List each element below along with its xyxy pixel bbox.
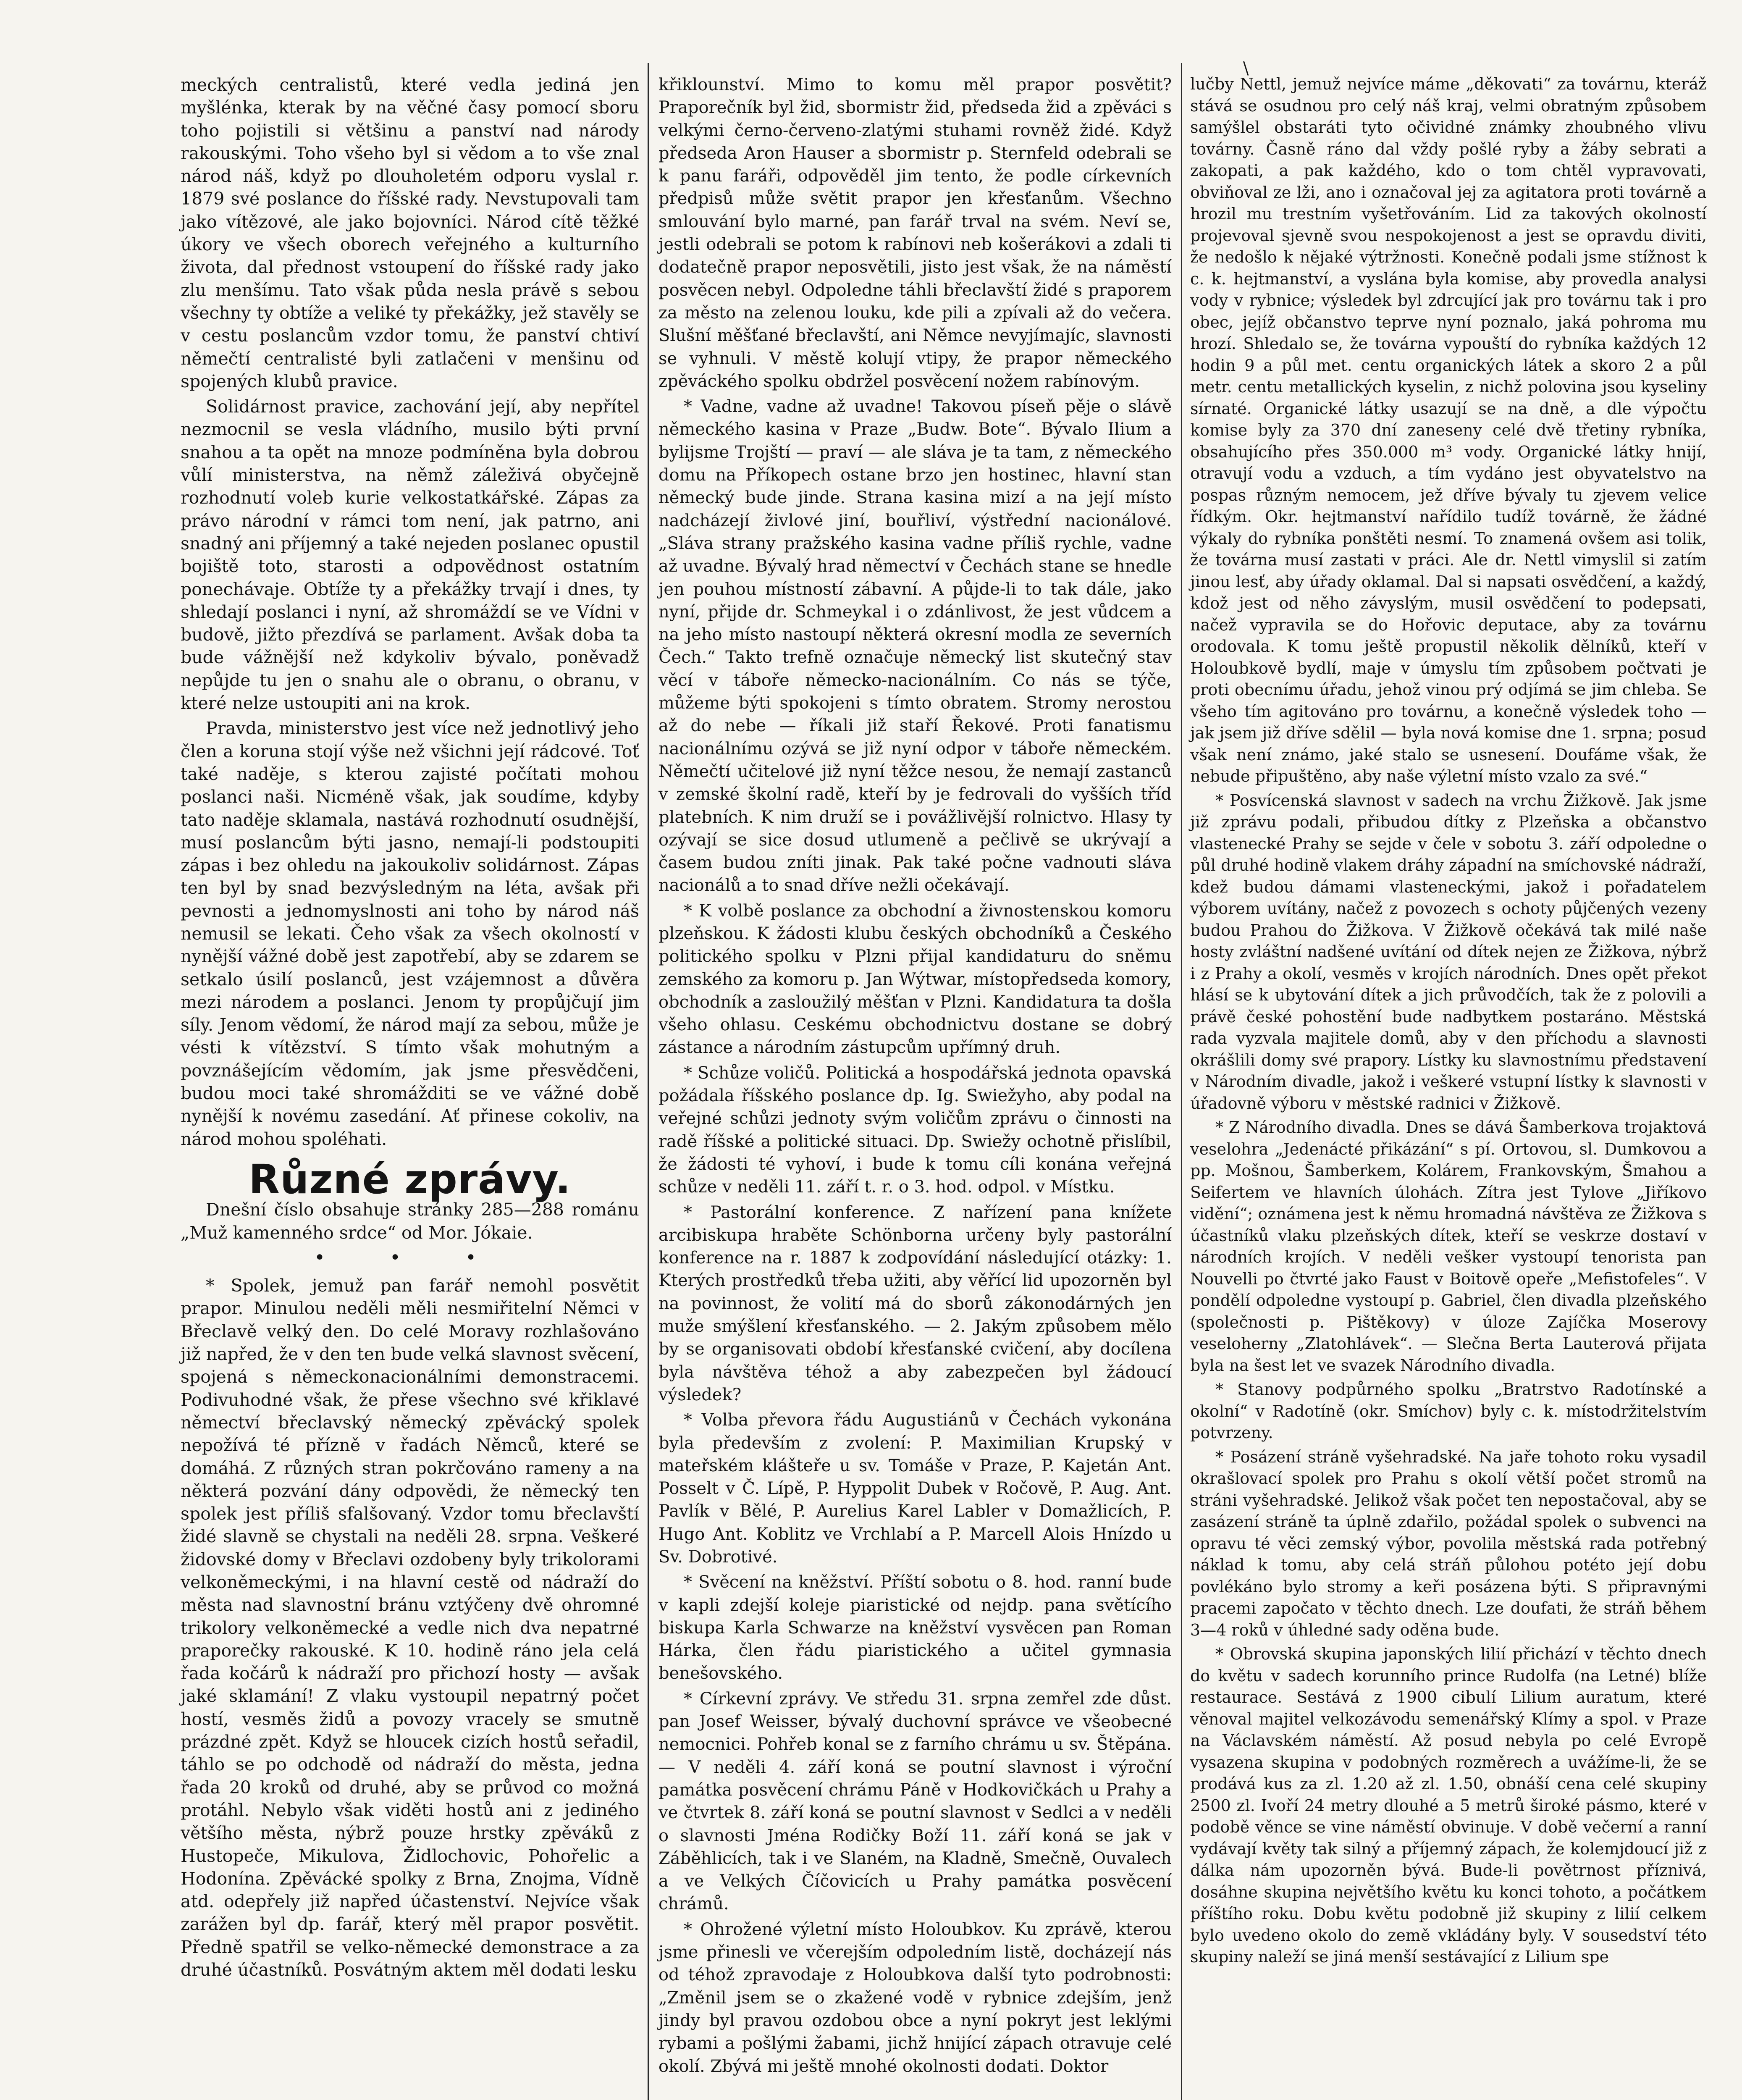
margin-mark: \: [1243, 59, 1249, 78]
news-item: * Svěcení na kněžství. Příští sobotu o 8. hod. ranní bude v kapli zdejší koleje piaristické od nejdp. pana světícího biskupa Karla Schwarze na kněžství vysvěcen pan Roman Hárka, člen řádu piaristického a učitel gymnasia benešovského.: [658, 1572, 1172, 1683]
news-item: * Obrovská skupina japonských lilií přichází v těchto dnech do květu v sadech korunního prince Rudolfa (na Letné) blíže restaurace. Sestává z 1900 cibulí Lilium auratum, které věnoval majitel velkozávodu semenářský Klímy a spol. v Praze na Václavském náměstí. Až posud nebyla po celé Evropě vysazena skupina v podobných rozměrech a uvážíme-li, že se prodává kus za zl. 1.20 až zl. 1.50, obnáší cena celé skupiny 2500 zl. Ivoří 24 metry dlouhé a 5 metrů široké pásmo, které v podobě věnce se vine náměstí obvinuje. V době večerní a ranní vydávají květy tak silný a příjemný zápach, že kolemjdoucí již z dálka nám upozorněn bývá. Bude-li povětrnost příznivá, dosáhne skupina největšího květu ku konci tohoto, a počátkem příštího roku. Dobu květu podobně již skupiny z lilií celkem bylo uvedeno okolo do země vkládány byly. V sousedství této skupiny naleží se jiná menší sestávající z Lilium spe: [1190, 1645, 1707, 1966]
news-item: * Volba převora řádu Augustiánů v Čechách vykonána byla především z zvolení: P. Maximilian Krupský v mateřském klášteře u sv. Tomáše v Praze, P. Kajetán Ant. Posselt v Č. Lípě, P. Hyppolit Dubek v Ročově, P. Aug. Ant. Pavlík v Bělé, P. Aurelius Karel Labler v Domažlicích, P. Hugo Ant. Koblitz ve Vrchlabí a P. Marcell Alois Hnízdo u Sv. Dobrotivé.: [658, 1410, 1172, 1567]
news-item: * Stanovy podpůrného spolku „Bratrstvo Radotínské a okolní“ v Radotíně (okr. Smíchov) byly c. k. místodržitelstvím potvrzeny.: [1190, 1380, 1707, 1442]
news-item: * Z Národního divadla. Dnes se dává Šamberkova trojaktová veselohra „Jedenácté přikázání“ s pí. Ortovou, sl. Dumkovou a pp. Mošnou, Šamberkem, Kolárem, Frankovským, Šmahou a Seifertem ve hlavních úlohách. Zítra jest Tylove „Jiříkovo vidění“; oznámena jest k němu hromadná návštěva ze Žižkova s účastníků vlaku plzeňských dítek, kteří se veskrze dostaví v národních krojích. V neděli vešker vystoupí tenorista pan Nouvelli po čtvrté jako Faust v Boitově opeře „Mefistofeles“. V pondělí odpoledne vystoupí p. Gabriel, člen divadla plzeňského (společnosti p. Pištěkovy) v úloze Zajíčka Moserovy veseloherny „Zlatohlávek“. — Slečna Berta Lauterová přijata byla na šest let ve svazek Národního divadla.: [1190, 1118, 1707, 1375]
article-paragraph: meckých centralistů, které vedla jediná jen myšlénka, kterak by na věčné časy pomocí sboru toho pojistili si většinu a panství nad národy rakouskými. Toho všeho byl si vědom a to vše znal národ náš, když po dlouholetém odporu vyslal r. 1879 své poslance do říšské rady. Nevstupovali tam jako vítězové, ale jako bojovníci. Národ cítě těžké úkory ve všech oborech veřejného a kulturního života, dal přednost vstoupení do říšské rady jako zlu menšímu. Tato však půda nesla právě s sebou všechny ty obtíže a veliké ty překážky, jež stavěly se v cestu poslancům vzdor tomu, že panství chtiví němečtí centralisté byli zatlačeni v menšinu od spojených klubů pravice.: [181, 75, 639, 391]
column-rule-left: [648, 63, 649, 2100]
news-item: křiklounství. Mimo to komu měl prapor posvětit? Praporečník byl žid, sbormistr žid, předseda žid a zpěváci s velkými černo-červeno-zlatými stuhami rovněž židé. Když předseda Aron Hauser a sbormistr p. Sternfeld odebrali se k panu faráři, odpověděl jim tento, že podle církevních předpisů může světit prapor jen křesťanům. Všechno smlouvání bylo marné, pan farář trval na svém. Neví se, jestli odebrali se potom k rabínovi neb košerákovi a zdali ti dodatečně prapor neposvětili, jisto jest však, že na náměstí posvěcen nebyl. Odpoledne táhli břeclavští židé s praporem za město na zelenou louku, kde pili a zpívali až do večera. Slušní měšťané břeclavští, ani Němce nevyjímajíc, slavnosti se vyhnuli. V městě kolují vtipy, že prapor německého zpěváckého spolku obdržel posvěcení nožem rabínovým.: [658, 75, 1172, 391]
notice-paragraph: Dnešní číslo obsahuje stránky 285—288 románu „Muž kamenného srdce“ od Mor. Jókaie.: [181, 1200, 639, 1243]
column-left: [181, 74, 639, 1984]
article-paragraph: Solidárnost pravice, zachování její, aby nepřítel nezmocnil se vesla vládního, musilo býti první snahou a ta opět na mnoze podmíněna byla dobrou vůlí ministerstva, na němž záleživá obyčejně rozhodnutí voleb kurie velkostatkářské. Zápas za právo národní v rámci tom není, jak patrno, ani snadný ani příjemný a také nejeden poslanec opustil bojiště toto, starosti a odpovědnost ostatním ponechávaje. Obtíže ty a překážky trvají i dnes, ty shledají poslanci i nyní, až shromáždí se ve Vídni v budově, jižto přezdívá se parlament. Avšak doba ta bude vážnější než kdykoliv bývalo, poněvadž nepůjde tu jen o snahu ale o obranu, o obranu, v které nelze ustoupiti ani na krok.: [181, 396, 639, 714]
news-item: * Posázení stráně vyšehradské. Na jaře tohoto roku vysadil okrašlovací spolek pro Prahu s okolí větší počet stromů na stráni vyšehradské. Jelikož však počet ten nepostačoval, aby se zasázení stráně ta úplně zdařilo, požádal spolek o subvenci na opravu té věci zemský výbor, povolila městská rada potřebný náklad k tomu, aby celá stráň půlohou potéto její dobu povlékáno bylo stromy a keři posázena býti. S připravnými pracemi započato v těchto dnech. Lze doufati, že stráň během 3—4 roků v úhledné sady oděna bude.: [1190, 1447, 1707, 1639]
article-paragraph: Pravda, ministerstvo jest více než jednotlivý jeho člen a koruna stojí výše než všichni její rádcové. Toť také naděje, s kterou zajisté počítati mohou poslanci naši. Nicméně však, jak soudíme, kdyby tato naděje sklamala, nastává rozhodnutí osudnější, musí poslancům býti jasno, nemají-li podstoupiti zápas i bez ohledu na jakoukoliv solidárnost. Zápas ten byl by snad bezvýsledným na léta, avšak při pevnosti a jednomyslnosti ani toho by národ náš nemusil se lekati. Čeho však za všech okolností v nynější vážné době jest zapotřebí, aby se zdarem se setkalo úsilí poslanců, jest vzájemnost a důvěra mezi národem a poslanci. Jenom ty propůjčují jim síly. Jenom vědomí, že národ mají za sebou, může je vésti k vítězství. S tímto však mohutným a povznášejícím vědomím, jak jsme přesvědčeni, budou moci také shromážditi se ve vážné době nynější k novému zasedání. Ať přinese cokoliv, na národ mohou spoléhati.: [181, 718, 639, 1149]
news-item: * Posvícenská slavnost v sadech na vrchu Žižkově. Jak jsme již zprávu podali, přibudou dítky z Plzeňska a občanstvo vlastenecké Prahy se sejde v čele v sobotu 3. září odpoledne o půl druhé hodině vlakem dráhy západní na smíchovské nádraží, kdež budou dámami vlasteneckými, jakož i pořadatelem výborem uvítány, načež z povozech s ochoty půjčených vezeny budou Prahou do Žižkova. V Žižkově očekává tak milé naše hosty zvláštní nadšené uvítání od dítek nejen ze Žižkova, nýbrž i z Prahy a okolí, vesměs v krojích národních. Dnes opět překot hlásí se k ubytování dítek a jich průvodčích, tak že z polovili a právě české pohostění bude nadbytkem postaráno. Městská rada vyzvala majitele domů, aby v den příchodu a slavnosti okrášlili domy své prapory. Lístky ku slavnostnímu představení v Národním divadle, jakož i veškeré vstupní lístky k slavnosti v úřadovně výboru v městské radnici v Žižkově.: [1190, 791, 1707, 1113]
column-rule-right: [1181, 63, 1182, 2100]
news-item: * Schůze voličů. Politická a hospodářská jednota opavská požádala říšského poslance dp. Ig. Swiežyho, aby podal na veřejné schůzi jednoty svým voličům zprávu o činnosti na radě říšské a politické situaci. Dp. Swiežy ochotně přislíbil, že žádosti té vyhoví, i bude k tomu cíli konána veřejná schůze v neděli 11. září t. r. o 3. hod. odpol. v Místku.: [658, 1063, 1172, 1197]
news-item: * Církevní zprávy. Ve středu 31. srpna zemřel zde důst. pan Josef Weisser, bývalý duchovní správce ve všeobecné nemocnici. Pohřeb konal se z farního chrámu u sv. Štěpána. — V neděli 4. září koná se poutní slavnost i výroční památka posvěcení chrámu Páně v Hodkovičkách u Prahy a ve čtvrtek 8. září koná se poutní slavnost v Sedlci a v neděli o slavnosti Jména Rodičky Boží 11. září koná se jak v Záběhlicích, tak i ve Slaném, na Kladně, Smečně, Ouvalech a ve Velkých Číčovicích u Prahy památka posvěcení chrámů.: [658, 1689, 1172, 1914]
section-heading: Různé zprávy.: [249, 1155, 571, 1203]
news-item: * Vadne, vadne až uvadne! Takovou píseň pěje o slávě německého kasina v Praze „Budw. Bote“. Bývalo Ilium a bylijsme Trojští — praví — ale sláva je ta tam, z německého domu na Příkopech ostane brzo jen hostinec, hlavní stan německý bude jinde. Strana kasina mizí a na její místo nadcházejí živlové jiní, bouřliví, výstřední nacionálové. „Sláva strany pražského kasina vadne příliš rychle, vadne až uvadne. Bývalý hrad němectví v Čechách stane se hnedle jen pouhou místností zábavní. A půjde-li to tak dále, jako nyní, přijde dr. Schmeykal i o zdánlivost, že jest vůdcem a na jeho místo nastoupí některá okresní modla ze severních Čech.“ Takto trefně označuje německý list skutečný stav věcí v táboře německo-nacionálním. Co nás se týče, můžeme býti spokojeni s tímto obratem. Stromy nerostou až do nebe — říkali již staří Řekové. Proti fanatismu nacionálnímu ozývá se již nyní odpor v táboře německém. Němečtí učitelové již nyní těžce nesou, že nemají zastanců v zemské školní radě, kteří by je fedrovali do vyšších tříd platebních. K nim druží se i povážlivější rolnictvo. Hlasy ty ozývají se sice dosud utlumeně a pečlivě se ukrývají a časem budou zníti jinak. Pak také počne vadnouti sláva nacionálů a to snad dříve nežli očekávají.: [658, 397, 1172, 895]
news-item: * K volbě poslance za obchodní a živnostenskou komoru plzeňskou. K žádosti klubu českých obchodníků a Českého politického spolku v Plzni přijal kandidaturu do sněmu zemského za komoru p. Jan Wýtwar, místopředseda komory, obchodník a zasloužilý měšťan v Plzni. Kandidatura ta došla všeho ohlasu. Ceskému obchodnictvu dostane se dobrý zástance a národním zástupcům upřímný druh.: [658, 901, 1172, 1058]
news-item: * Ohrožené výletní místo Holoubkov. Ku zprávě, kterou jsme přinesli ve včerejším odpoledním listě, docházejí nás od téhož zpravodaje z Holoubkova další tyto podrobnosti: „Změnil jsem se o zkažené vodě v rybnice zdejším, jenž jindy byl pravou ozdobou obce a nyní pokryt jest leklými rybami a pošlými žabami, jichž hnijící zápach otravuje celé okolí. Zbývá mi ještě mnohé okolnosti dodati. Doktor: [658, 1919, 1172, 2076]
news-item: * Spolek, jemuž pan farář nemohl posvětit prapor. Minulou neděli měli nesmiřitelní Němci v Břeclavě velký den. Do celé Moravy rozhlašováno již napřed, že v den ten bude velká slavnost svěcení, spojená s německonacionálními demonstracemi. Podivuhodné však, že přese všechno své křiklavé němectví břeclavský německý zpěvácký spolek nepožívá té přízně v řadách Němců, které se domáhá. Z různých stran pokrčováno rameny a na některá pozvání dány odpovědi, že německý ten spolek jest příliš sfalšovaný. Vzdor tomu břeclavští židé slavně se chystali na neděli 28. srpna. Veškeré židovské domy v Břeclavi ozdobeny byly trikolorami velkoněmeckými, i na hlavní cestě od nádraží do města nad slavnostní bránu vztýčeny dvě ohromné trikolory velkoněmecké a vedle nich dva nepatrné praporečky rakouské. K 10. hodině ráno jela celá řada kočárů k nádraží pro přichozí hosty — avšak jaké sklamání! Z vlaku vystoupil nepatrný počet hostí, vesměs židů a povozy vracely se smutně prázdné zpět. Když se hloucek cizích hostů seřadil, táhlo se po odchodě od nádraží do města, jedna řada 20 kroků od druhé, aby se průvod co možná protáhl. Nebylo však viděti hostů ani z jediného většího města, nýbrž pouze hrstky zpěváků z Hustopeče, Mikulova, Židlochovic, Pohořelic a Hodonína. Zpěvácké spolky z Brna, Znojma, Vídně atd. odepřely již napřed účastenství. Nejvíce však zarážen byl dp. farář, který měl prapor posvětit. Předně spatřil se velko-německé demonstrace a za druhé účastníků. Posvátným aktem měl dodati lesku: [181, 1276, 639, 1980]
separator-dots: • • •: [314, 1247, 506, 1268]
news-item: lučby Nettl, jemuž nejvíce máme „děkovati“ za továrnu, kteráž stává se osudnou pro celý náš kraj, velmi obratným způsobem samýšlel obstaráti tyto očividné známky zhoubného vlivu továrny. Časně ráno dal vždy pošlé ryby a žáby sebrati a zakopati, a pak každého, kdo o tom chtěl vypravovati, obviňoval ze lži, ano i označoval jej za agitatora proti továrně a hrozil mu trestním vyšetřováním. Lid za takových okolností projevoval sjevně svou nespokojenost a jest se opravdu diviti, že nedošlo k nějaké výtržnosti. Konečně podali jsme stížnost k c. k. hejtmanství, a vyslána byla komise, aby provedla analysi vody v rybnice; výsledek byl zdrcující jak pro továrnu tak i pro obec, jejíž občanstvo teprve nyní poznalo, jaká pohroma mu hrozí. Shledalo se, že továrna vypouští do rybníka každých 12 hodin 9 a půl met. centu organických látek a skoro 2 a půl metr. centu metallických kyselin, z nichž polovina jsou kyseliny sírnaté. Organické látky usazují se na dně, a dle výpočtu komise byly za 370 dní zaneseny celé dvě třetiny rybníka, obsahujícího přes 350.000 m³ vody. Organické látky hnijí, otravují vodu a vzduch, a tím vydáno jest obyvatelstvo na pospas různým nemocem, jež dříve bývaly tu zjevem velice řídkým. Okr. hejtmanství nařídilo tudíž továrně, že žádné výkaly do rybníka ponštěti nesmí. To znamená ovšem asi tolik, že továrna musí zastati v práci. Ale dr. Nettl vimyslil si zatím jinou lesť, aby úřady oklamal. Dal si napsati osvědčení, a každý, kdož jest od něho závyslým, musil osvědčení to podepsati, načež vypravila se do Hořovic deputace, aby za továrnu orodovala. K tomu ještě propustil několik dělníků, kteří v Holoubkově bydlí, maje v úmyslu tím způsobem počtvati je proti obecnímu úřadu, jehož vinou prý odjímá se jim chleba. Se všeho tím agitováno pro továrnu, a konečně výsledek toho — jak jsem již dříve sdělil — byla nová komise dne 1. srpna; posud však není známo, jaké stalo se usnesení. Doufáme však, že nebude připuštěno, aby naše výletní místo vzalo za své.“: [1190, 75, 1707, 785]
column-right: [1190, 74, 1707, 1971]
news-item: * Pastorální konference. Z nařízení pana knížete arcibiskupa hraběte Schönborna určeny byly pastorální konference na r. 1887 k zodpovídání následující otázky: 1. Kterých prostředků třeba užiti, aby věřící lid upozorněn byl na povinnost, že volití má do sborů zákonodárných jen muže smýšlení křesťanského. — 2. Jakým způsobem mělo by se organisovati období křesťanské cvičení, aby docílena byla návštěva téhož a aby zabezpečen byl žádoucí výsledek?: [658, 1202, 1172, 1404]
column-middle: [658, 74, 1172, 2080]
